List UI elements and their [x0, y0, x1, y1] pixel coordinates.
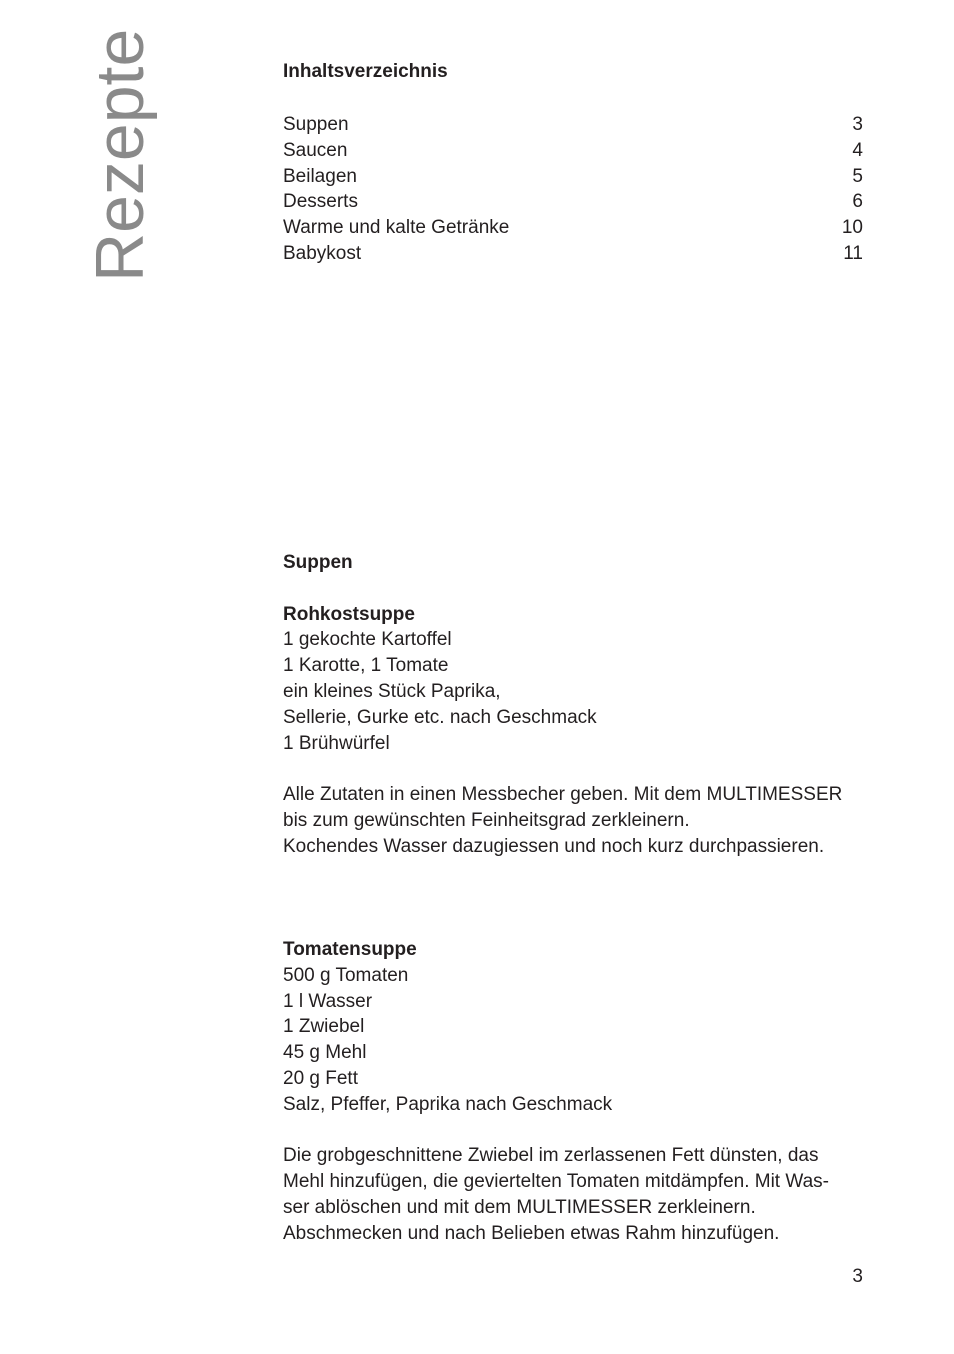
- toc-page: 5: [852, 165, 863, 187]
- ingredient: 20 g Fett: [283, 1067, 358, 1089]
- ingredient: Sellerie, Gurke etc. nach Geschmack: [283, 706, 597, 728]
- toc-page: 6: [852, 191, 863, 213]
- ingredient: 1 gekochte Kartoffel: [283, 629, 452, 651]
- toc-row: [283, 241, 863, 267]
- toc-label: Babykost: [283, 242, 362, 264]
- section-title: Suppen: [283, 552, 353, 573]
- toc-page: 3: [852, 114, 863, 135]
- toc-page: 4: [852, 139, 863, 161]
- ingredient: 45 g Mehl: [283, 1042, 367, 1064]
- table-of-contents: [283, 112, 863, 267]
- ingredient: 1 Brühwürfel: [283, 732, 390, 754]
- instruction-line: ser ablöschen und mit dem MULTIMESSER zerkleinern.: [283, 1196, 756, 1218]
- instruction-line: Die grobgeschnittene Zwiebel im zerlassenen Fett dünsten, das: [283, 1145, 819, 1167]
- section-suppen: [283, 550, 863, 860]
- recipe-tomatensuppe: [283, 937, 863, 1247]
- ingredient: 500 g Tomaten: [283, 964, 409, 986]
- toc-title: Inhaltsverzeichnis: [283, 61, 448, 82]
- toc-label: Beilagen: [283, 165, 357, 187]
- toc-row: [283, 112, 863, 138]
- side-title: Rezepte: [82, 28, 158, 282]
- toc-label: Warme und kalte Getränke: [283, 217, 510, 239]
- instruction-line: Kochendes Wasser dazugiessen und noch kurz durchpassieren.: [283, 835, 825, 857]
- toc-row: [283, 215, 863, 241]
- instruction-line: Mehl hinzufügen, die geviertelten Tomaten mitdämpfen. Mit Was-: [283, 1171, 829, 1193]
- toc-label: Saucen: [283, 139, 348, 161]
- ingredient: 1 Karotte, 1 Tomate: [283, 655, 449, 677]
- page-number: 3: [852, 1266, 863, 1287]
- instruction-line: Abschmecken und nach Belieben etwas Rahm hinzufügen.: [283, 1222, 780, 1244]
- toc-page: 11: [843, 242, 863, 264]
- ingredient: 1 l Wasser: [283, 990, 373, 1012]
- toc-row: [283, 138, 863, 164]
- toc-label: Desserts: [283, 191, 358, 213]
- recipe-title: Rohkostsuppe: [283, 603, 415, 625]
- ingredient: ein kleines Stück Paprika,: [283, 680, 501, 702]
- instruction-line: Alle Zutaten in einen Messbecher geben. Mit dem MULTIMESSER: [283, 784, 843, 806]
- toc-row: [283, 189, 863, 215]
- toc-row: [283, 164, 863, 190]
- ingredient: 1 Zwiebel: [283, 1016, 365, 1038]
- recipe-title: Tomatensuppe: [283, 939, 417, 960]
- instruction-line: bis zum gewünschten Feinheitsgrad zerkleinern.: [283, 809, 690, 831]
- toc-label: Suppen: [283, 114, 349, 135]
- toc-page: 10: [841, 217, 863, 239]
- ingredient: Salz, Pfeffer, Paprika nach Geschmack: [283, 1093, 613, 1115]
